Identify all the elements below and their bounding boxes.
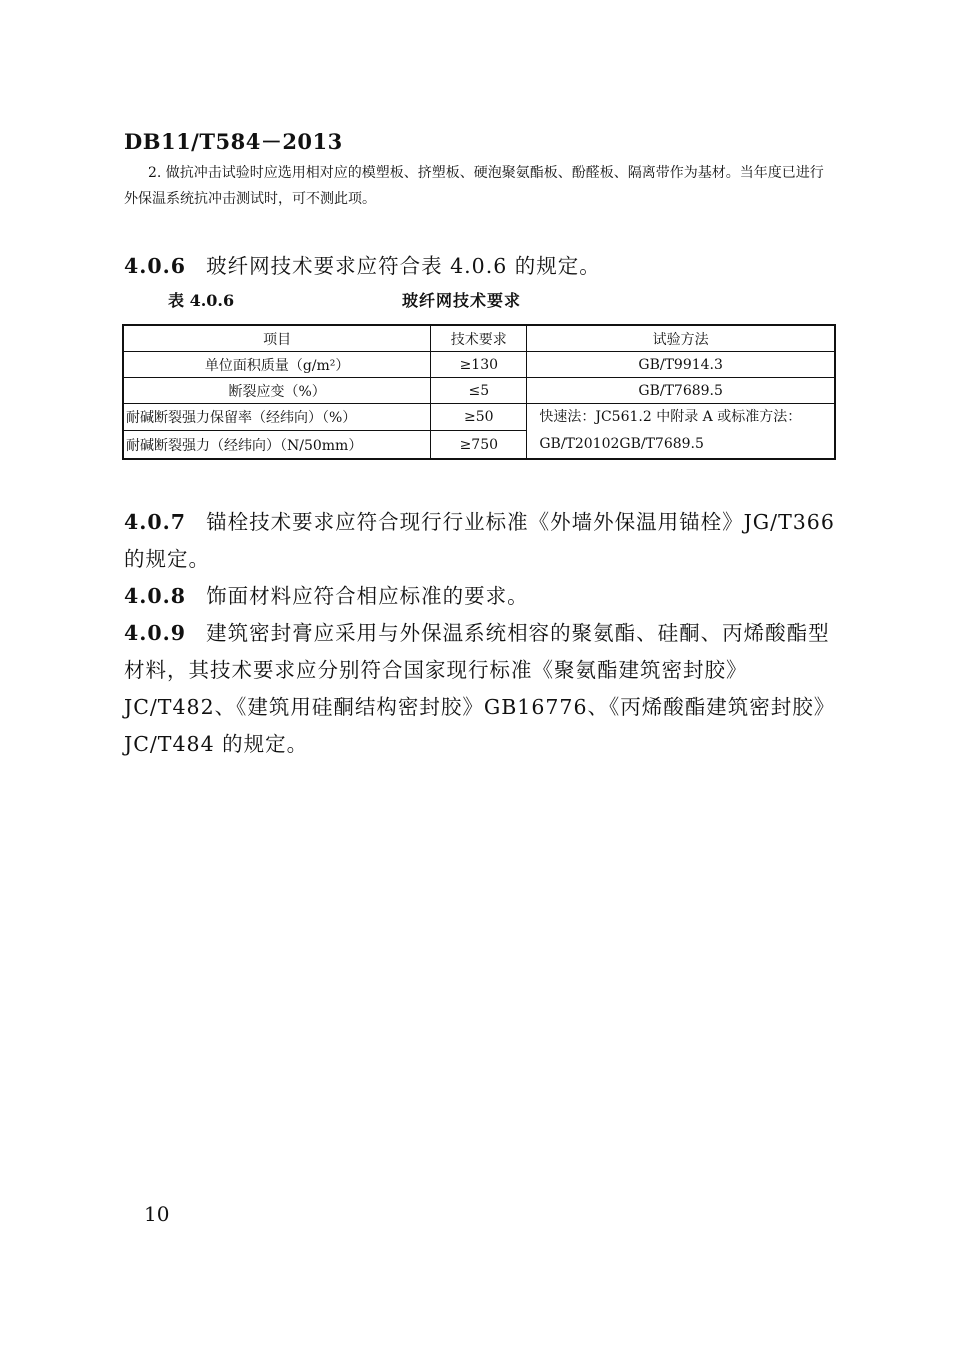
section-4-0-9 xyxy=(124,615,838,763)
row-requirement: ≥50 xyxy=(431,404,527,431)
note-2: 2. 做抗冲击试验时应选用相对应的模塑板、挤塑板、硬泡聚氨酯板、酚醛板、隔离带作为基材。当年度已进行外保温系统抗冲击测试时，可不测此项。 xyxy=(124,165,824,207)
page-number: 10 xyxy=(144,1202,170,1226)
row-method: GB/T9914.3 xyxy=(527,352,835,378)
header-method: 试验方法 xyxy=(527,325,835,352)
row-requirement: ≤5 xyxy=(431,378,527,404)
section-text: 建筑密封膏应采用与外保温系统相容的聚氨酯、硅酮、丙烯酸酯型材料，其技术要求应分别符合国家现行标准《聚氨酯建筑密封胶》JC/T482、《建筑用硅酮结构密封胶》GB16776、《丙烯酸酯建筑密封胶》JC/T484 的规定。 xyxy=(124,621,836,756)
section-4-0-7 xyxy=(124,504,838,578)
spec-table xyxy=(122,324,836,460)
table-row xyxy=(123,352,835,378)
section-number: 4.0.8 xyxy=(124,584,187,608)
row-item: 耐碱断裂强力（经纬向）（N/50mm） xyxy=(123,431,431,459)
row-item: 耐碱断裂强力保留率（经纬向）（%） xyxy=(123,404,431,431)
section-number: 4.0.6 xyxy=(124,254,187,278)
section-text: 玻纤网技术要求应符合表 4.0.6 的规定。 xyxy=(206,254,601,278)
table-header-row xyxy=(123,325,835,352)
row-item: 断裂应变（%） xyxy=(123,378,431,404)
row-requirement: ≥750 xyxy=(431,431,527,459)
row-item: 单位面积质量（g/m²） xyxy=(123,352,431,378)
section-number: 4.0.9 xyxy=(124,621,187,645)
standard-code: DB11/T584－2013 xyxy=(124,129,343,154)
section-text: 锚栓技术要求应符合现行行业标准《外墙外保温用锚栓》JG/T366 的规定。 xyxy=(124,510,835,571)
row-requirement: ≥130 xyxy=(431,352,527,378)
section-4-0-6 xyxy=(124,248,838,285)
section-text: 饰面材料应符合相应标准的要求。 xyxy=(206,584,529,608)
table-caption-title: 玻纤网技术要求 xyxy=(402,291,522,310)
section-number: 4.0.7 xyxy=(124,510,187,534)
table-row xyxy=(123,378,835,404)
row-method-merged: 快速法：JC561.2 中附录 A 或标准方法：GB/T20102GB/T7689.5 xyxy=(527,404,835,460)
header-item: 项目 xyxy=(123,325,431,352)
table-row xyxy=(123,404,835,431)
section-4-0-8 xyxy=(124,578,838,615)
row-method: GB/T7689.5 xyxy=(527,378,835,404)
header-requirement: 技术要求 xyxy=(431,325,527,352)
table-caption-number: 表 4.0.6 xyxy=(168,291,235,310)
